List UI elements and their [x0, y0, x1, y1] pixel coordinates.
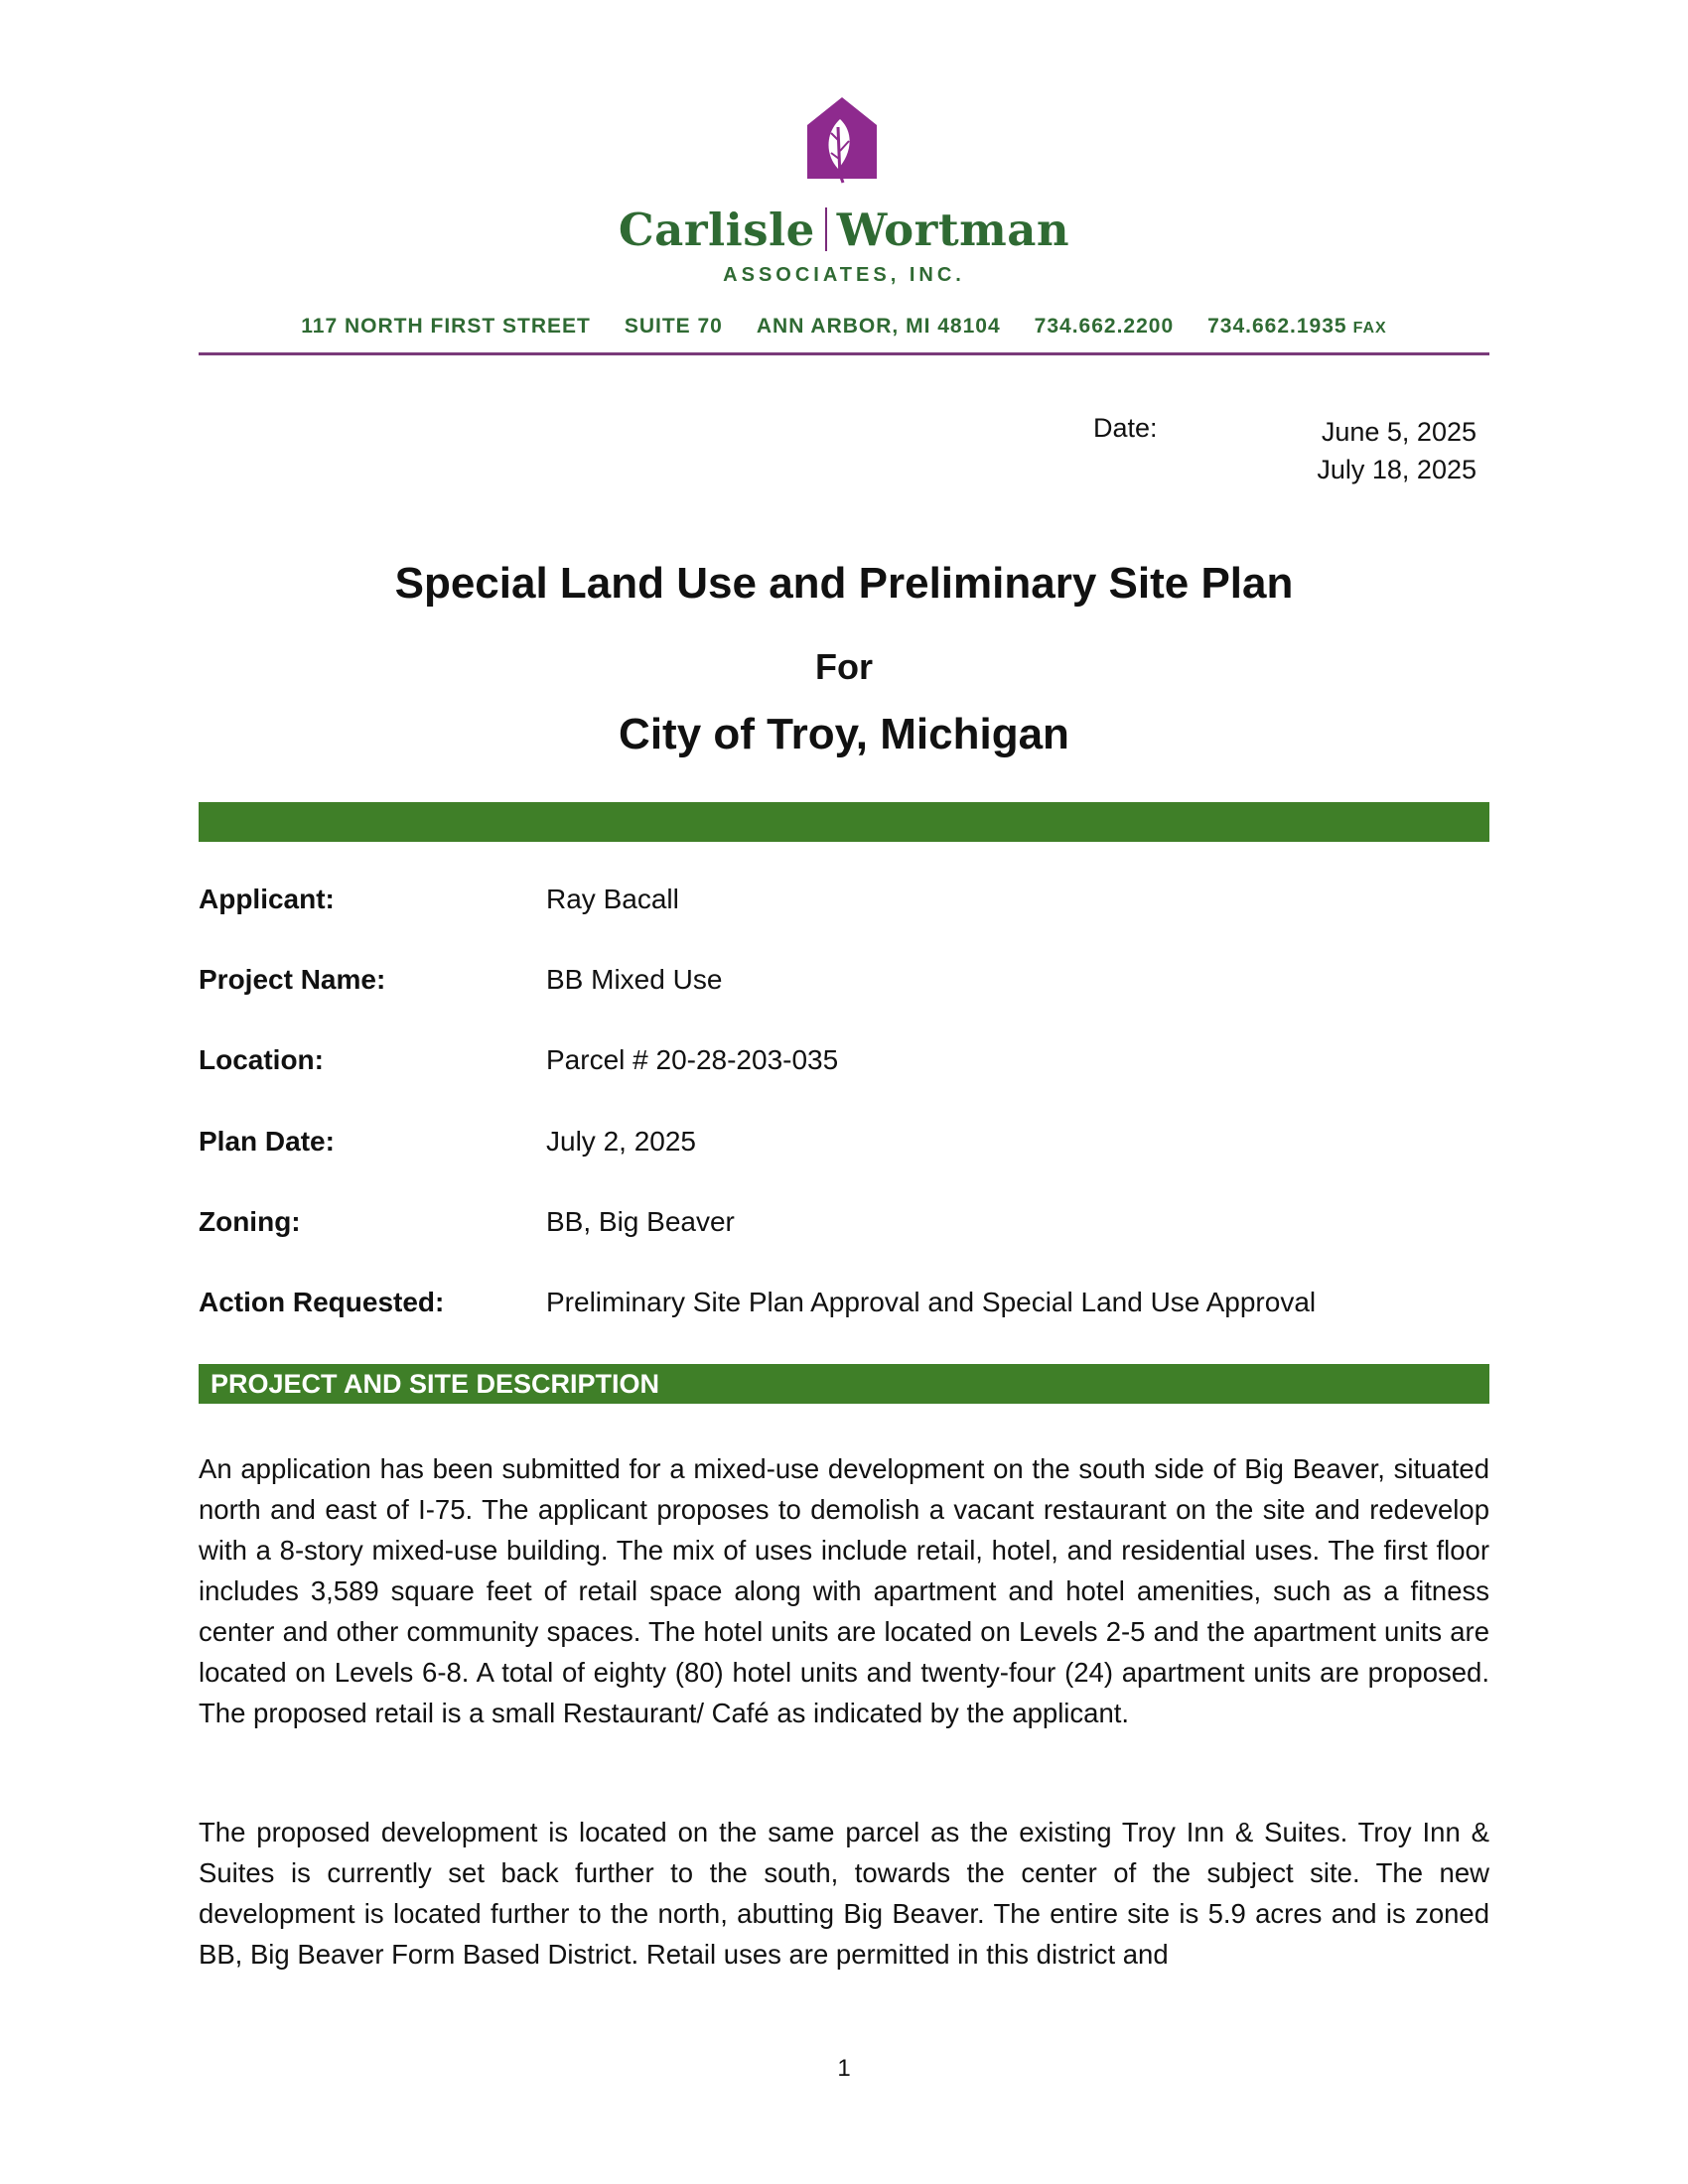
- info-label: Action Requested:: [199, 1287, 445, 1317]
- address-city: ANN ARBOR, MI 48104: [756, 315, 1001, 338]
- address-street: 117 NORTH FIRST STREET: [301, 315, 591, 338]
- info-label: Project Name:: [199, 964, 386, 995]
- fax-number: 734.662.1935: [1207, 315, 1347, 338]
- date-values: [1317, 413, 1477, 488]
- body-paragraph: The proposed development is located on the same parcel as the existing Troy Inn & Suites. Troy Inn & Suites is currently set back further to the south, towards the center of the subject site. The new development is located further to the north, abutting Big Beaver. The entire site is 5.9 acres and is zoned BB, Big Beaver Form Based District. Retail uses are permitted in this district and: [199, 1817, 1489, 1970]
- info-value: Parcel # 20-28-203-035: [546, 1044, 839, 1075]
- document-title-for: For: [815, 646, 873, 687]
- letterhead-divider: [199, 352, 1489, 355]
- info-value: BB Mixed Use: [546, 964, 723, 995]
- company-name-divider: [825, 207, 827, 251]
- info-row-project-name: [199, 964, 1489, 1004]
- info-row-action-requested: [199, 1287, 1489, 1326]
- info-label: Applicant:: [199, 884, 335, 914]
- body-paragraph: An application has been submitted for a mixed-use development on the south side of Big Beaver, situated north and east of I-75. The applicant proposes to demolish a vacant restaurant on the site and redevelop with a 8-story mixed-use building. The mix of uses include retail, hotel, and residential uses. The first floor includes 3,589 square feet of retail space along with apartment and hotel amenities, such as a fitness center and other community spaces. The hotel units are located on Levels 2-5 and the apartment units are located on Levels 6-8. A total of eighty (80) hotel units and twenty-four (24) apartment units are proposed. The proposed retail is a small Restaurant/ Café as indicated by the applicant.: [199, 1453, 1489, 1728]
- info-row-plan-date: [199, 1126, 1489, 1165]
- date-value-revised: July 18, 2025: [1317, 455, 1477, 484]
- info-row-applicant: [199, 884, 1489, 923]
- info-value: Preliminary Site Plan Approval and Special Land Use Approval: [546, 1287, 1317, 1317]
- title-divider-bar: [199, 802, 1489, 842]
- date-value-original: June 5, 2025: [1321, 417, 1477, 447]
- section-header: PROJECT AND SITE DESCRIPTION: [199, 1364, 1489, 1404]
- info-row-location: [199, 1044, 1489, 1084]
- company-name-right: Wortman: [836, 204, 1070, 256]
- company-name: [0, 204, 1688, 256]
- page-number: 1: [837, 2055, 851, 2082]
- fax-label: FAX: [1352, 320, 1387, 337]
- company-address: [199, 315, 1489, 339]
- info-label: Zoning:: [199, 1206, 301, 1237]
- document-title: Special Land Use and Preliminary Site Plan: [394, 559, 1294, 608]
- address-fax: [1207, 315, 1387, 339]
- info-label: Plan Date:: [199, 1126, 335, 1157]
- date-label: Date:: [1093, 413, 1158, 443]
- info-value: BB, Big Beaver: [546, 1206, 735, 1237]
- info-value: Ray Bacall: [546, 884, 679, 914]
- info-label: Location:: [199, 1044, 324, 1075]
- address-phone: 734.662.2200: [1034, 315, 1175, 338]
- info-row-zoning: [199, 1206, 1489, 1246]
- company-name-left: Carlisle: [618, 204, 815, 256]
- house-leaf-logo-icon: [807, 97, 877, 187]
- company-subtitle: ASSOCIATES, INC.: [723, 264, 965, 286]
- info-value: July 2, 2025: [546, 1126, 696, 1157]
- document-title-city: City of Troy, Michigan: [619, 710, 1069, 758]
- address-suite: SUITE 70: [624, 315, 723, 338]
